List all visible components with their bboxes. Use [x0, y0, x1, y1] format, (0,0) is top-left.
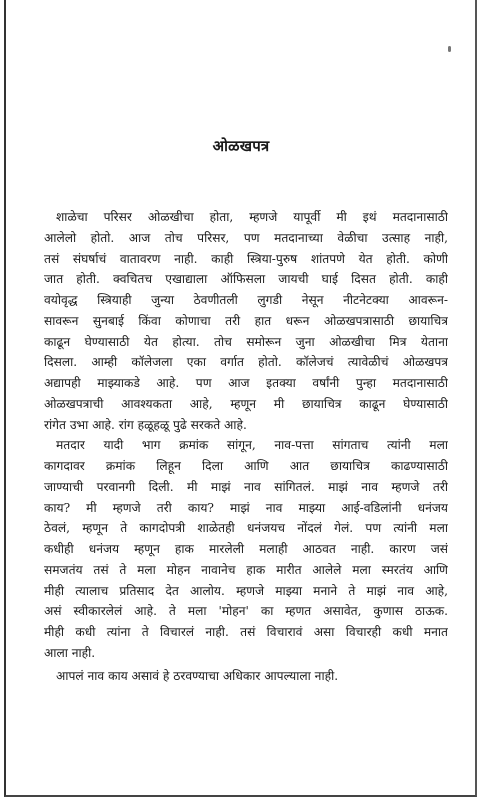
text-line: जात होती. क्वचितच एखाद्याला ऑफिसला जायची घाई दिसत होती. काही: [44, 272, 448, 287]
chapter-body: [44, 207, 448, 686]
text-line: काय? मी म्हणजे तरी काय? माझं नाव माझ्या आई-वडिलांनी धनंजय: [44, 500, 448, 515]
text-line: दिसला. आम्ही कॉलेजला एका वर्गात होतो. कॉलेजचं त्यावेळीचं ओळखपत्र: [44, 355, 448, 370]
text-line: आला नाही.: [44, 645, 96, 660]
text-line: ठेवलं, म्हणून ते कागदोपत्री शाळेतही धनंजयच नोंदलं गेलं. पण त्यांनी मला: [44, 521, 448, 536]
text-line: आपलं नाव काय असावं हे ठरवण्याचा अधिकार आपल्याला नाही.: [56, 668, 339, 683]
scan-speck: [448, 46, 451, 52]
text-line: कागदावर क्रमांक लिहून दिला आणि आत छायाचित्र काढण्यासाठी: [44, 459, 448, 473]
text-line: मीही त्यालाच प्रतिसाद देत आलोय. म्हणजे माझ्या मनाने ते माझं नाव आहे,: [44, 583, 448, 598]
text-line: कधीही धनंजय म्हणून हाक मारलेली मलाही आठवत नाही. कारण जसं: [44, 542, 448, 556]
text-line: अद्यापही माझ्याकडे आहे. पण आज इतक्या वर्षांनी पुन्हा मतदानासाठी: [44, 376, 448, 390]
text-line: ओळखपत्राची आवश्यकता आहे, म्हणून मी छायाचित्र काढून घेण्यासाठी: [44, 396, 448, 411]
text-line: तसं संघर्षाचं वातावरण नाही. काही स्त्रिया-पुरुष शांतपणे येत होती. कोणी: [44, 251, 448, 266]
text-line: जाण्याची परवानगी दिली. मी माझं नाव सांगितलं. माझं नाव म्हणजे तरी: [44, 479, 448, 494]
text-line: वयोवृद्ध स्त्रियाही जुन्या ठेवणीतली लुगडी नेसून नीटनेटक्या आवरून-: [44, 293, 448, 307]
paragraph-3: [44, 666, 448, 687]
text-line: मीही कधी त्यांना ते विचारलं नाही. तसं विचारावं असा विचारही कधी मनात: [44, 625, 448, 639]
text-line: रांगेत उभा आहे. रांग हळूहळू पुढे सरकते आहे.: [44, 417, 247, 432]
text-line: आलेलो होतो. आज तोच परिसर, पण मतदानाच्या वेळीचा उत्साह नाही,: [44, 230, 448, 245]
chapter-title: ओळखपत्र: [212, 137, 270, 155]
paragraph-2: [44, 435, 448, 663]
text-line: समजतंय तसं ते मला मोहन नावानेच हाक मारीत आलेले मला स्मरतंय आणि: [44, 562, 448, 577]
text-line: काढून घेण्यासाठी येत होत्या. तोच समोरून जुना ओळखीचा मित्र येताना: [44, 334, 448, 349]
paragraph-1: [44, 207, 448, 435]
text-line: शाळेचा परिसर ओळखीचा होता, म्हणजे यापूर्वी मी इथं मतदानासाठी: [56, 210, 448, 224]
text-line: सावरून सुनबाई किंवा कोणाचा तरी हात धरून ओळखपत्रासाठी छायाचित्र: [44, 313, 448, 328]
text-line: असं स्वीकारलेलं आहे. ते मला 'मोहन' का म्हणत असावेत, कुणास ठाऊक.: [44, 604, 448, 619]
text-line: मतदार यादी भाग क्रमांक सांगून, नाव-पत्ता सांगताच त्यांनी मला: [56, 438, 448, 453]
